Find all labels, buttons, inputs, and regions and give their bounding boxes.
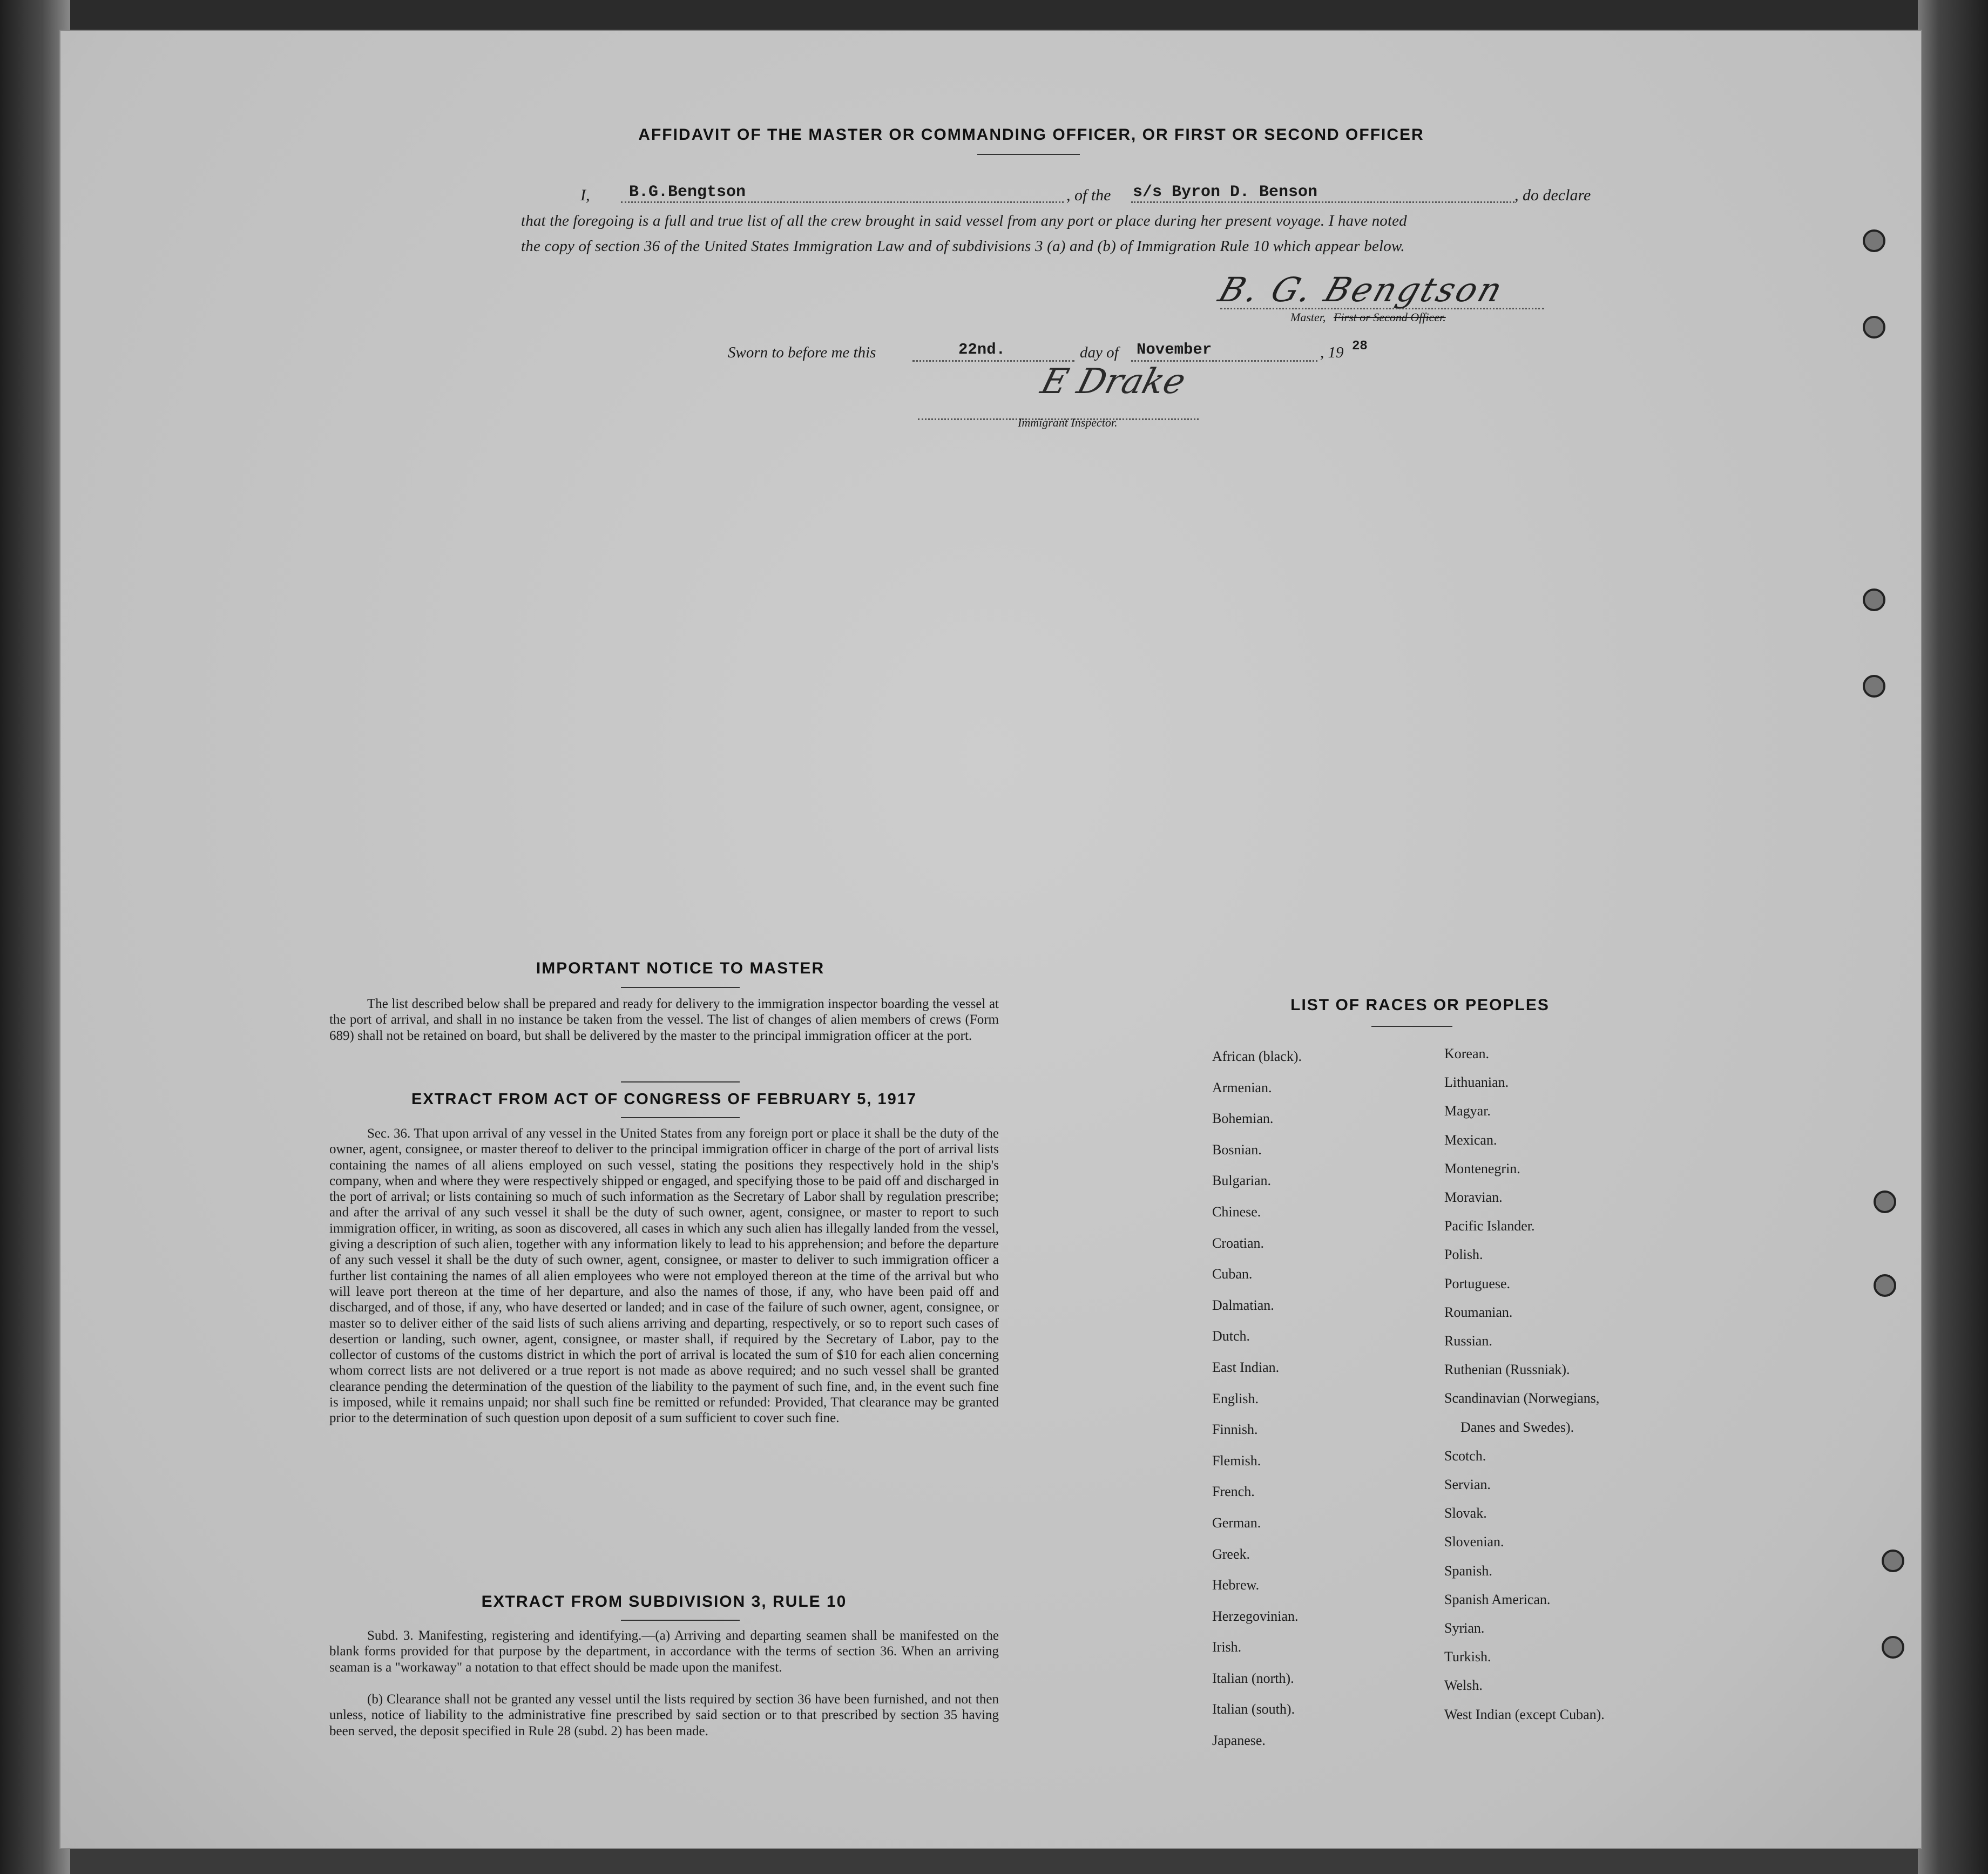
inspector-label: Immigrant Inspector. — [1018, 416, 1118, 429]
inspector-signature: E Drake — [1037, 362, 1190, 402]
affidavit-title: AFFIDAVIT OF THE MASTER OR COMMANDING OFFICER, OR FIRST OR SECOND OFFICER — [638, 126, 1424, 144]
race-item: French. — [1212, 1484, 1255, 1500]
race-item: Portuguese. — [1444, 1275, 1511, 1291]
act-extract-title: EXTRACT FROM ACT OF CONGRESS OF FEBRUARY 5, 1917 — [411, 1091, 917, 1108]
race-item: Flemish. — [1212, 1452, 1261, 1469]
sworn-mid: day of — [1080, 344, 1119, 361]
race-item: Syrian. — [1444, 1620, 1485, 1636]
scan-background-top — [0, 0, 1988, 32]
sworn-year-prefix: , 19 — [1320, 344, 1344, 361]
affidavit-line1-suffix: , do declare — [1514, 186, 1591, 204]
signature-line — [1220, 308, 1544, 309]
master-signature: B. G. Bengtson — [1214, 270, 1510, 309]
race-item: Bulgarian. — [1212, 1173, 1272, 1189]
race-item: Pacific Islander. — [1444, 1218, 1535, 1234]
document-page — [59, 30, 1922, 1849]
binder-hole — [1863, 316, 1885, 339]
race-item: Armenian. — [1212, 1079, 1272, 1095]
race-item: Polish. — [1444, 1247, 1483, 1263]
race-item: Servian. — [1444, 1477, 1491, 1493]
race-item: Finnish. — [1212, 1422, 1258, 1438]
notice-title: IMPORTANT NOTICE TO MASTER — [536, 959, 825, 977]
race-item: African (black). — [1212, 1048, 1302, 1064]
master-name: B.G.Bengtson — [629, 183, 746, 201]
race-item: Welsh. — [1444, 1677, 1483, 1694]
race-item: Japanese. — [1212, 1733, 1266, 1749]
vessel-line — [1131, 201, 1514, 203]
sworn-month: November — [1137, 341, 1212, 358]
race-item: Montenegrin. — [1444, 1160, 1520, 1176]
act-extract-rule — [621, 1117, 740, 1118]
race-item: Slovenian. — [1444, 1534, 1504, 1550]
race-item: Dalmatian. — [1212, 1297, 1274, 1313]
race-item: Croatian. — [1212, 1235, 1265, 1251]
binder-hole — [1882, 1636, 1904, 1659]
race-item: Bosnian. — [1212, 1141, 1262, 1158]
rule-extract-rule — [621, 1620, 740, 1621]
race-item: Italian (north). — [1212, 1670, 1294, 1686]
race-item: Greek. — [1212, 1546, 1250, 1562]
binder-hole — [1863, 588, 1885, 611]
sworn-prefix: Sworn to before me this — [728, 344, 876, 361]
race-item: Ruthenian (Russniak). — [1444, 1362, 1570, 1378]
notice-rule — [621, 987, 740, 988]
binder-hole — [1863, 229, 1885, 252]
races-title: LIST OF RACES OR PEOPLES — [1290, 996, 1550, 1014]
sworn-day: 22nd. — [958, 341, 1006, 358]
race-item: Magyar. — [1444, 1103, 1491, 1119]
race-item: English. — [1212, 1390, 1259, 1406]
race-item: Scandinavian (Norwegians, — [1444, 1390, 1600, 1406]
race-item: Moravian. — [1444, 1189, 1503, 1206]
race-item: Slovak. — [1444, 1505, 1487, 1521]
race-item: Lithuanian. — [1444, 1074, 1509, 1091]
race-item: West Indian (except Cuban). — [1444, 1706, 1605, 1722]
rule-extract-para-a: Subd. 3. Manifesting, registering and identifying.—(a) Arriving and departing seamen shall be manifested on the blank forms provided for that purpose by the department, in accordance with the terms of section 36. When an arriving seaman is a "workaway" a notation to that effect should be made upon the manifest. — [329, 1628, 999, 1675]
race-item: Bohemian. — [1212, 1111, 1274, 1127]
race-item: Cuban. — [1212, 1266, 1253, 1282]
race-item: Korean. — [1444, 1046, 1490, 1061]
binder-hole — [1874, 1190, 1896, 1213]
race-item: Hebrew. — [1212, 1577, 1260, 1593]
signatory-label-struck: First or Second Officer. — [1334, 310, 1446, 324]
race-item: East Indian. — [1212, 1359, 1280, 1375]
affidavit-line1-prefix: I, — [580, 186, 590, 204]
affidavit-line3: the copy of section 36 of the United States Immigration Law and of subdivisions 3 (a) and (b) of Immigration Rule 10 which appear below. — [521, 238, 1405, 255]
binder-hole — [1874, 1274, 1896, 1297]
race-item: Roumanian. — [1444, 1304, 1513, 1320]
race-item: Russian. — [1444, 1333, 1492, 1349]
race-item: Herzegovinian. — [1212, 1608, 1299, 1624]
rule-extract-para-b: (b) Clearance shall not be granted any vessel until the lists required by section 36 have been furnished, and not then unless, notice of liability to the administrative fine prescribed by said section or to that prescribed by section 35 having been served, the deposit specified in Rule 28 (subd. 2) has been made. — [329, 1692, 999, 1738]
race-item: Mexican. — [1444, 1132, 1497, 1148]
races-rule — [1371, 1026, 1452, 1027]
affidavit-line2: that the foregoing is a full and true list of all the crew brought in said vessel from any port or place during her present voyage. I have noted — [521, 212, 1407, 229]
race-item: Irish. — [1212, 1639, 1242, 1655]
master-name-line — [621, 201, 1064, 203]
race-item: Spanish American. — [1444, 1591, 1551, 1607]
title-rule — [977, 154, 1080, 155]
signatory-label-master: Master, — [1290, 310, 1326, 324]
binder-hole — [1882, 1550, 1904, 1572]
notice-text: The list described below shall be prepared and ready for delivery to the immigration inspector boarding the vessel at the port of arrival, and shall in no instance be taken from the vessel. The list of changes of alien members of crews (Form 689) shall not be retained on board, but shall be delivered by the master to the principal immigration officer at the port. — [329, 997, 999, 1043]
rule-extract-title: EXTRACT FROM SUBDIVISION 3, RULE 10 — [481, 1593, 847, 1611]
race-item: Italian (south). — [1212, 1701, 1295, 1717]
race-item: Chinese. — [1212, 1203, 1261, 1220]
act-extract-text: Sec. 36. That upon arrival of any vessel in the United States from any foreign port or place it shall be the duty of the owner, agent, consignee, or master thereof to deliver to the principal immigration officer in charge of the port of arrival lists containing the names of all aliens employed on such vessel, stating the positions they respectively hold in the ship's company, when and where they were respectively shipped or engaged, and specifying those to be paid off and discharged in the port of arrival; or lists containing so much of such information as the Secretary of Labor shall by regulation prescribe; and after the arrival of any such vessel it shall be the duty of such owner, agent, consignee, or master to report to such immigration officer, in writing, as soon as discovered, all cases in which any such alien has illegally landed from the vessel, giving a description of such alien, together with any information likely to lead to his apprehension; and before the departure of any such vessel it shall be the duty of such owner, agent, consignee, or master to deliver to such immigration officer a further list containing the names of all alien employees who were not employed thereon at the time of the arrival but who will leave port thereon at the time of her departure, and also the names of those, if any, who have been paid off and discharged, and of those, if any, who have deserted or landed; and in case of the failure of such owner, agent, consignee, or master so to deliver either of the said lists of such aliens arriving and departing, respectively, or so to report such cases of desertion or landing, such owner, agent, consignee, or master shall, if required by the Secretary of Labor, pay to the collector of customs of the customs district in which the port of arrival is located the sum of $10 for each alien concerning whom correct lists are not delivered or a true report is not made as above required; and no such vessel shall be granted clearance pending the determination of the question of the liability to the payment of such fine, and, in the event such fine is imposed, while it remains unpaid; nor shall such fine be remitted or refunded: Provided, That clearance may be granted prior to the determination of such question upon deposit of a sum sufficient to cover such fine. — [329, 1126, 999, 1426]
races-column-1 — [1212, 1041, 1302, 1756]
sworn-year: 28 — [1352, 339, 1368, 354]
affidavit-line1-mid: , of the — [1066, 186, 1111, 204]
vessel-name: s/s Byron D. Benson — [1133, 183, 1318, 201]
scan-background-right — [1918, 0, 1988, 1874]
race-item: Scotch. — [1444, 1447, 1486, 1464]
race-item: Dutch. — [1212, 1328, 1250, 1344]
race-item: Danes and Swedes). — [1460, 1419, 1574, 1435]
binder-hole — [1863, 675, 1885, 698]
notice-divider — [621, 1081, 740, 1083]
races-column-2 — [1444, 1039, 1605, 1729]
race-item: Spanish. — [1444, 1562, 1492, 1579]
race-item: Turkish. — [1444, 1649, 1491, 1665]
race-item: German. — [1212, 1514, 1261, 1531]
